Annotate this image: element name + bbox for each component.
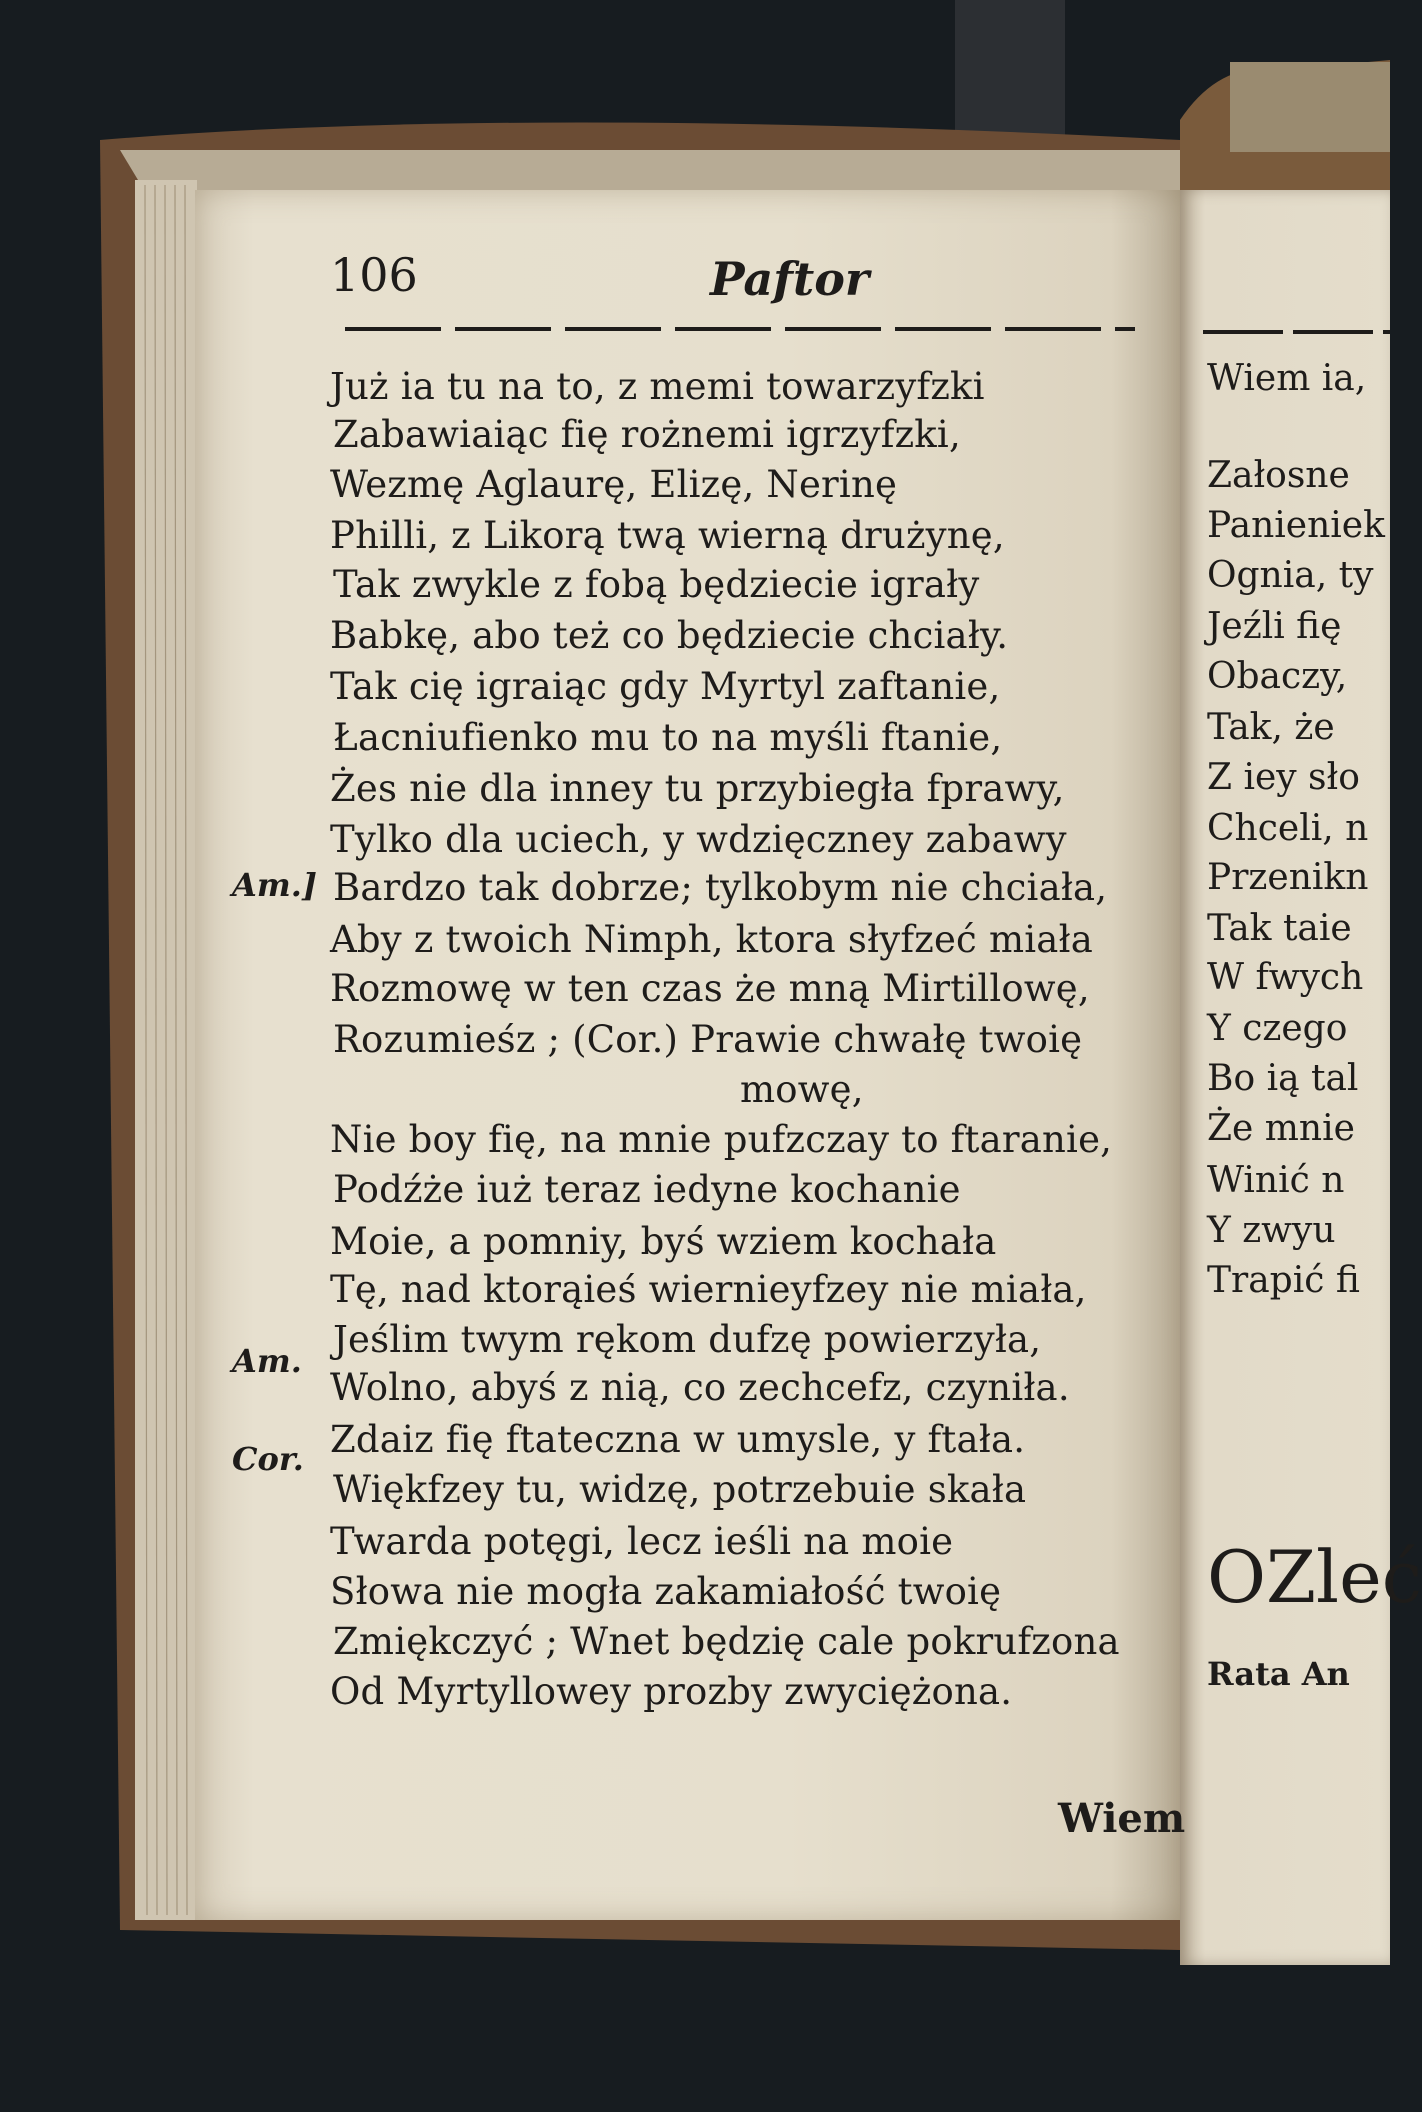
text-line: Wolno, abyś z nią, co zechcefz, czyniła. [330,1366,1070,1409]
right-page-line: Tak, że [1207,707,1335,748]
right-page-line: Obaczy, [1207,656,1348,697]
text-line: Rozmowę w ten czas że mną Mirtillowę, [330,967,1090,1010]
text-line: Zdaiz fię ftateczna w umysle, y ftała. [330,1418,1026,1461]
speaker-label: Cor. [232,1440,304,1478]
header-rule [345,325,1135,333]
right-header-rule [1203,328,1390,336]
text-line: mowę, [740,1068,864,1111]
right-page-line: Wiem ia, [1207,358,1367,399]
right-page-line: Przenikn [1207,857,1369,898]
speaker-label: Am.] [232,866,317,904]
text-line: Nie boy fię, na mnie pufzczay to ftaranie, [330,1118,1113,1161]
text-line: Żes nie dla inney tu przybiegła fprawy, [330,767,1065,810]
right-page-line: Winić n [1207,1160,1345,1201]
catchword: Wiem [1058,1795,1186,1842]
right-page-line: Chceli, n [1207,808,1369,849]
text-line: Tę, nad ktorąieś wiernieyfzey nie miała, [330,1268,1087,1311]
text-line: Tylko dla uciech, y wdzięczney zabawy [330,818,1067,861]
right-page-line: Bo ią tal [1207,1058,1359,1099]
text-line: Philli, z Likorą twą wierną drużynę, [330,514,1005,557]
right-page-edges [1230,62,1390,152]
text-line: Od Myrtyllowey prozby zwyciężona. [330,1670,1013,1713]
page-number: 106 [330,248,418,302]
right-page-line: Z iey sło [1207,757,1360,798]
right-page-line: Ognia, ty [1207,555,1374,596]
text-line: Zabawiaiąc fię rożnemi igrzyfzki, [333,413,961,456]
right-page-line: Jeźli fię [1207,606,1342,647]
text-line: Aby z twoich Nimph, ktora słyfzeć miała [330,918,1093,961]
right-page-line: Załosne [1207,455,1350,496]
right-page-line: Że mnie [1207,1108,1355,1149]
text-line: Bardzo tak dobrze; tylkobym nie chciała, [333,866,1108,909]
text-line: Moie, a pomniy, byś wziem kochała [330,1220,997,1263]
right-page-line: Y zwyu [1207,1210,1336,1251]
speaker-label: Am. [232,1342,302,1380]
text-line: Jeślim twym rękom dufzę powierzyła, [333,1318,1042,1361]
running-title: Paftor [710,252,870,306]
text-line: Tak cię igraiąc gdy Myrtyl zaftanie, [330,665,1001,708]
text-line: Podźże iuż teraz iedyne kochanie [333,1168,961,1211]
clasp-strap [955,0,1065,150]
right-page-line: OZleć [1207,1535,1422,1619]
right-page-line: W fwych [1207,957,1364,998]
right-page-line: Rata An [1207,1655,1350,1693]
text-line: Zmiękczyć ; Wnet będzię cale pokrufzona [333,1620,1120,1663]
text-line: Więkfzey tu, widzę, potrzebuie skała [333,1468,1027,1511]
text-line: Tak zwykle z fobą będziecie igrały [333,563,980,606]
text-line: Łacniufienko mu to na myśli ftanie, [333,716,1003,759]
right-page-line: Panieniek [1207,505,1385,546]
text-line: Babkę, abo też co będziecie chciały. [330,614,1009,657]
text-line: Twarda potęgi, lecz ieśli na moie [330,1520,954,1563]
text-line: Już ia tu na to, z memi towarzyfzki [330,365,985,408]
text-line: Rozumieśz ; (Cor.) Prawie chwałę twoię [333,1018,1083,1061]
right-page-line: Tak taie [1207,908,1352,949]
text-line: Słowa nie mogła zakamiałość twoię [330,1570,1002,1613]
text-line: Wezmę Aglaurę, Elizę, Nerinę [330,463,898,506]
right-page-line: Y czego [1207,1008,1348,1049]
right-page-line: Trapić fi [1207,1260,1360,1301]
